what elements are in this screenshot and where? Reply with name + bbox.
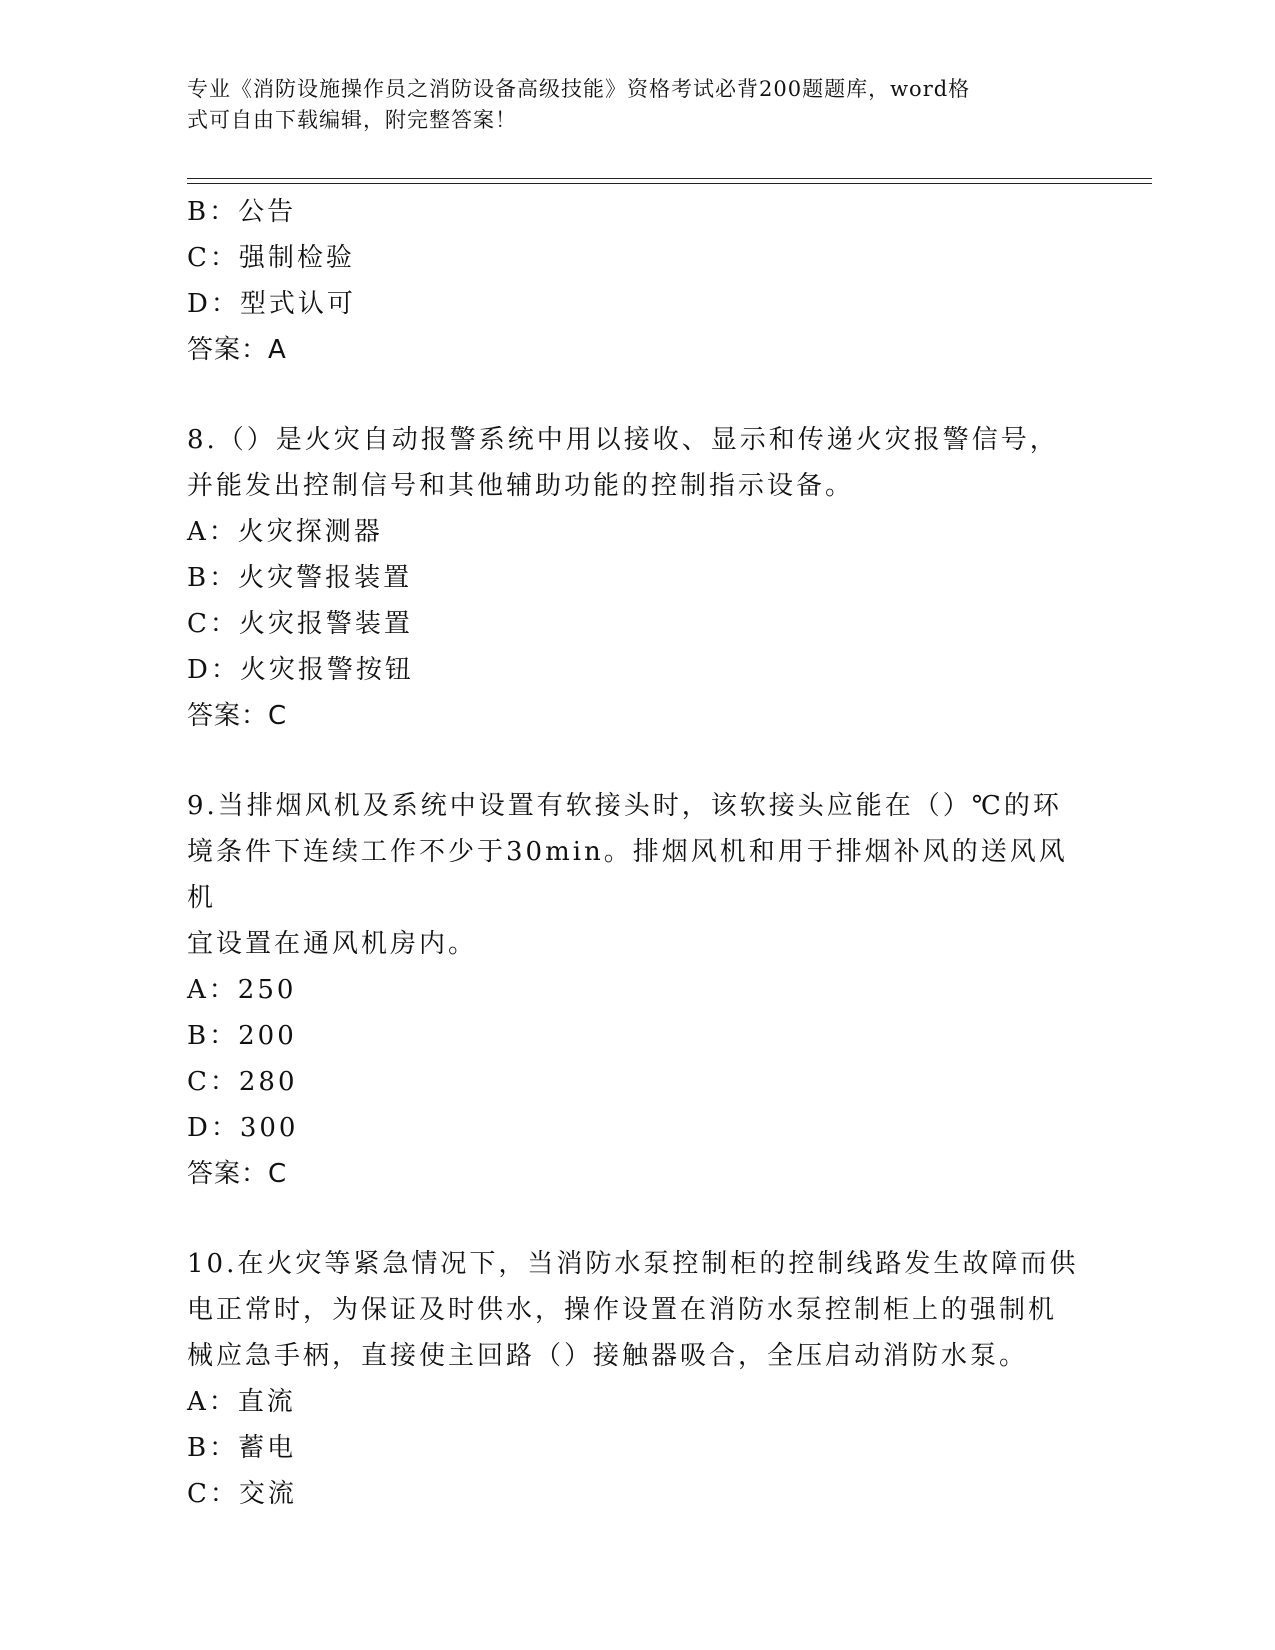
question-7 <box>187 189 1087 373</box>
question-stem-line: 电正常时，为保证及时供水，操作设置在消防水泵控制柜上的强制机 <box>187 1295 1058 1325</box>
question-stem-line: 并能发出控制信号和其他辅助功能的控制指示设备。 <box>187 471 855 501</box>
option-c: C：交流 <box>187 1479 297 1509</box>
question-9 <box>187 783 1087 1197</box>
option-a: A：直流 <box>187 1387 296 1417</box>
option-c: C：280 <box>187 1067 298 1097</box>
question-stem-line: 械应急手柄，直接使主回路（）接触器吸合，全压启动消防水泵。 <box>187 1341 1029 1371</box>
header-line-2: 式可自由下载编辑，附完整答案！ <box>187 108 517 132</box>
question-stem-line: 10.在火灾等紧急情况下，当消防水泵控制柜的控制线路发生故障而供 <box>187 1249 1079 1279</box>
option-b: B：公告 <box>187 197 297 227</box>
option-b: B：200 <box>187 1021 297 1051</box>
spacer <box>187 373 1087 417</box>
answer-line: 答案：A <box>187 335 287 365</box>
question-8 <box>187 417 1087 739</box>
header-line-1: 专业《消防设施操作员之消防设备高级技能》资格考试必背200题题库，word格 <box>187 77 971 101</box>
option-b: B：蓄电 <box>187 1433 297 1463</box>
question-stem-line: 8.（）是火灾自动报警系统中用以接收、显示和传递火灾报警信号， <box>187 425 1059 455</box>
header-divider-top <box>187 178 1152 179</box>
question-stem-line: 境条件下连续工作不少于30min。排烟风机和用于排烟补风的送风风机 <box>187 837 1068 913</box>
answer-line: 答案：C <box>187 1159 288 1189</box>
option-d: D：型式认可 <box>187 289 356 319</box>
header-divider-bottom <box>187 183 1152 184</box>
option-a: A：250 <box>187 975 297 1005</box>
option-d: D：火灾报警按钮 <box>187 655 414 685</box>
question-10 <box>187 1241 1087 1517</box>
question-stem-line: 9.当排烟风机及系统中设置有软接头时，该软接头应能在（）℃的环 <box>187 791 1062 821</box>
document-header <box>187 74 1067 136</box>
answer-line: 答案：C <box>187 701 288 731</box>
option-b: B：火灾警报装置 <box>187 563 413 593</box>
option-a: A：火灾探测器 <box>187 517 383 547</box>
option-d: D：300 <box>187 1113 299 1143</box>
document-body <box>187 189 1087 1517</box>
option-c: C：强制检验 <box>187 243 355 273</box>
option-c: C：火灾报警装置 <box>187 609 413 639</box>
spacer <box>187 1197 1087 1241</box>
spacer <box>187 739 1087 783</box>
question-stem-line: 宜设置在通风机房内。 <box>187 929 478 959</box>
